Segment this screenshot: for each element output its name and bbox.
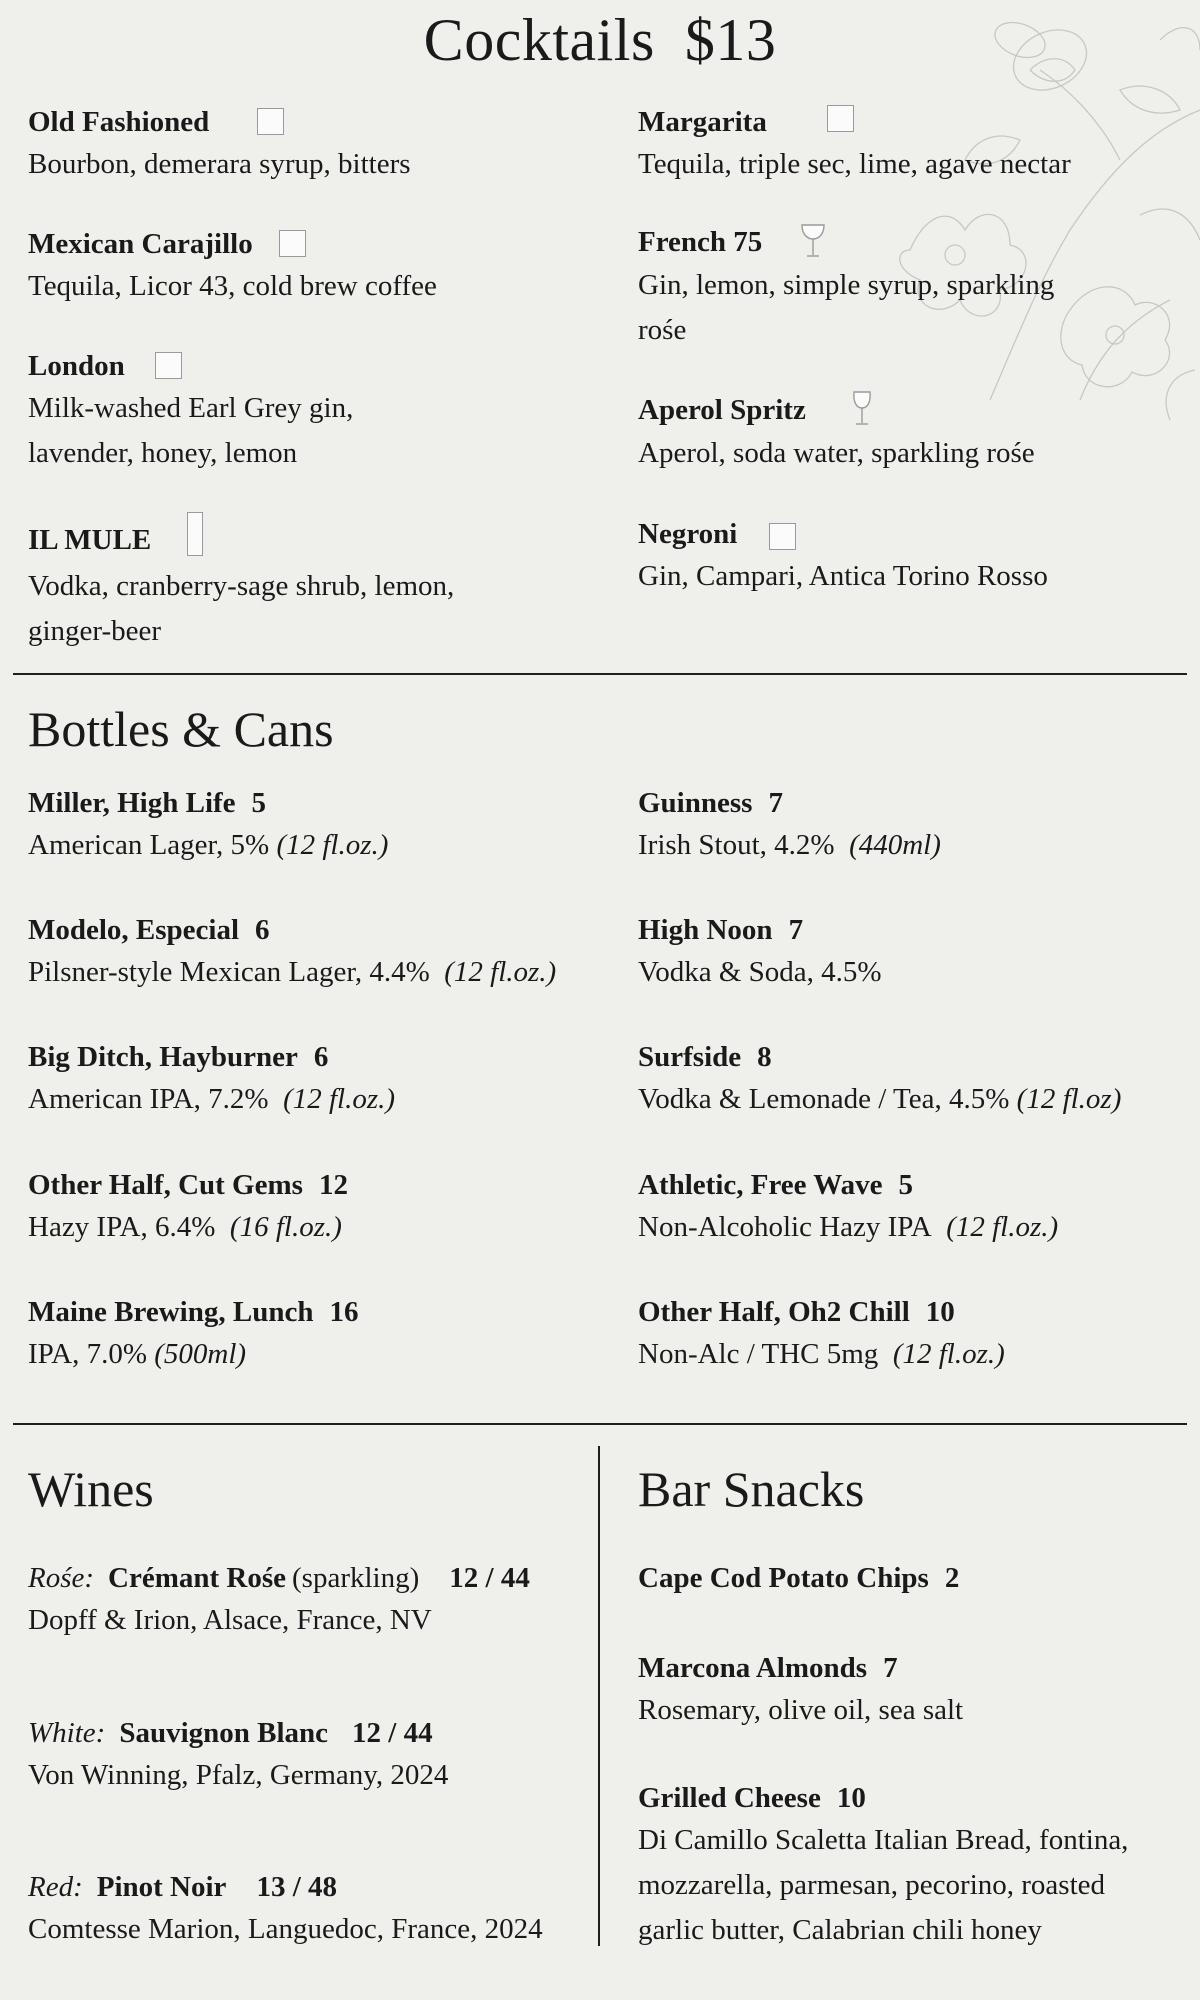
wine-description: Dopff & Irion, Alsace, France, NV (28, 1604, 432, 1636)
bottle-price: 7 (768, 787, 783, 819)
cocktail-description-line-2: ginger-beer (28, 615, 162, 648)
wine-price: 12 / 44 (352, 1717, 433, 1749)
wine-note: (sparkling) (292, 1562, 420, 1594)
cocktail-name: French 75 (638, 226, 763, 258)
cocktail-description: Tequila, Licor 43, cold brew coffee (28, 270, 437, 302)
snack-item (638, 1558, 1178, 1598)
bottle-price: 16 (329, 1296, 359, 1328)
column-divider (598, 1446, 600, 1946)
cocktail-item (638, 102, 1178, 187)
bottle-description: Non-Alcoholic Hazy IPA (638, 1211, 932, 1243)
bottle-size: (12 fl.oz.) (283, 1083, 396, 1115)
bottle-size: (12 fl.oz.) (276, 829, 389, 861)
wine-category: Rośe: (28, 1562, 95, 1594)
rocks-glass-icon (155, 352, 182, 379)
snack-price: 10 (836, 1782, 866, 1814)
cocktail-description-line-2: rośe (638, 314, 687, 347)
wine-price: 13 / 48 (256, 1871, 337, 1903)
bar-snacks-title: Bar Snacks (638, 1461, 865, 1517)
bottle-description: IPA, 7.0% (28, 1338, 147, 1370)
bottle-item (638, 1037, 1178, 1122)
cocktail-description-line-1: Gin, lemon, simple syrup, sparkling (638, 269, 1055, 302)
bottle-size: (12 fl.oz.) (892, 1338, 1005, 1370)
cocktail-description: Gin, Campari, Antica Torino Rosso (638, 560, 1048, 592)
bottle-name: High Noon (638, 914, 773, 946)
wine-description: Von Winning, Pfalz, Germany, 2024 (28, 1759, 449, 1791)
bottle-name: Maine Brewing, Lunch (28, 1296, 314, 1328)
cocktails-price: $13 (684, 7, 777, 73)
bottle-price: 7 (788, 914, 804, 946)
bottle-item (638, 783, 1178, 868)
cocktails-title (0, 6, 1200, 75)
cocktail-item (638, 390, 1178, 476)
bottle-name: Guinness (638, 787, 753, 819)
snack-item (638, 1648, 1178, 1733)
bottle-name: Other Half, Oh2 Chill (638, 1296, 910, 1328)
bottle-description: Non-Alc / THC 5mg (638, 1338, 879, 1370)
bottle-price: 12 (318, 1169, 348, 1201)
wine-name: Crémant Rośe (108, 1562, 287, 1594)
wine-price: 12 / 44 (449, 1562, 530, 1594)
wine-name: Pinot Noir (96, 1871, 227, 1903)
cocktail-name: Mexican Carajillo (28, 228, 253, 260)
highball-glass-icon (187, 512, 203, 556)
cocktail-item (638, 514, 1178, 599)
wine-description: Comtesse Marion, Languedoc, France, 2024 (28, 1913, 543, 1945)
wine-item (28, 1867, 588, 1952)
bottle-description: Irish Stout, 4.2% (638, 829, 835, 861)
cocktail-description-line-1: Milk-washed Earl Grey gin, (28, 392, 354, 424)
bottle-name: Miller, High Life (28, 787, 236, 819)
rocks-glass-icon (279, 230, 306, 257)
cocktail-name: Margarita (638, 106, 767, 138)
section-divider (13, 673, 1187, 675)
snack-price: 7 (883, 1652, 898, 1684)
wines-title: Wines (28, 1461, 154, 1517)
cocktail-name: Old Fashioned (28, 106, 210, 138)
wine-glass-icon (851, 389, 873, 427)
coupe-glass-icon (800, 221, 826, 259)
bottle-item (28, 1165, 608, 1250)
section-divider (13, 1423, 1187, 1425)
cocktail-description-line-2: lavender, honey, lemon (28, 437, 298, 469)
rocks-glass-icon (257, 108, 284, 135)
snack-description: Rosemary, olive oil, sea salt (638, 1694, 964, 1726)
bottle-description: American IPA, 7.2% (28, 1083, 269, 1115)
bottle-item (28, 1292, 608, 1377)
bottle-item (28, 910, 608, 995)
snack-name: Marcona Almonds (638, 1652, 868, 1684)
cocktail-name: Aperol Spritz (638, 394, 806, 426)
bottle-name: Modelo, Especial (28, 914, 240, 946)
wine-category: White: (28, 1717, 106, 1749)
bottle-price: 10 (925, 1296, 955, 1328)
cocktail-item (28, 520, 608, 654)
snack-name: Cape Cod Potato Chips (638, 1562, 929, 1594)
bottles-cans-title: Bottles & Cans (28, 701, 334, 757)
rocks-glass-icon (827, 105, 854, 132)
wine-name: Sauvignon Blanc (119, 1717, 329, 1749)
cocktail-item (28, 224, 608, 309)
bottle-price: 5 (898, 1169, 914, 1201)
bottle-description: Vodka & Soda, 4.5% (638, 956, 882, 988)
bottle-price: 6 (313, 1041, 329, 1073)
cocktail-description: Tequila, triple sec, lime, agave nectar (638, 148, 1071, 180)
cocktail-item (28, 102, 608, 187)
bottle-name: Surfside (638, 1041, 742, 1073)
wine-category: Red: (28, 1871, 83, 1903)
cocktails-title-text: Cocktails (423, 7, 655, 73)
bottle-description: Vodka & Lemonade / Tea, 4.5% (638, 1083, 1010, 1115)
bottle-size: (12 fl.oz.) (444, 956, 557, 988)
bottle-price: 6 (255, 914, 270, 946)
bottle-description: Hazy IPA, 6.4% (28, 1211, 216, 1243)
cocktail-name: London (28, 350, 125, 382)
wine-item (28, 1558, 588, 1643)
bottle-size: (500ml) (154, 1338, 247, 1370)
snack-description-line-2: mozzarella, parmesan, pecorino, roasted (638, 1869, 1106, 1901)
cocktail-item (638, 222, 1178, 353)
bottle-item (638, 1165, 1178, 1250)
snack-item (638, 1778, 1178, 1953)
wine-item (28, 1713, 588, 1798)
bottle-size: (16 fl.oz.) (229, 1211, 342, 1243)
cocktail-description-line-1: Vodka, cranberry-sage shrub, lemon, (28, 570, 455, 603)
snack-description-line-3: garlic butter, Calabrian chili honey (638, 1914, 1042, 1946)
bottle-size: (12 fl.oz) (1016, 1083, 1122, 1115)
bottle-name: Big Ditch, Hayburner (28, 1041, 298, 1073)
bottle-item (28, 1037, 608, 1122)
cocktail-description: Bourbon, demerara syrup, bitters (28, 148, 411, 180)
bottle-name: Other Half, Cut Gems (28, 1169, 303, 1201)
bottle-price: 8 (757, 1041, 772, 1073)
bottle-price: 5 (251, 787, 267, 819)
bottle-description: Pilsner-style Mexican Lager, 4.4% (28, 956, 430, 988)
cocktail-name: IL MULE (28, 524, 152, 556)
cocktail-item (28, 346, 608, 476)
bottle-size: (12 fl.oz.) (946, 1211, 1059, 1243)
rocks-glass-icon (769, 523, 796, 550)
bottle-size: (440ml) (849, 829, 941, 861)
snack-price: 2 (944, 1562, 960, 1594)
bottle-item (638, 910, 1178, 995)
bottle-description: American Lager, 5% (28, 829, 270, 861)
bottle-item (28, 783, 608, 868)
bottle-name: Athletic, Free Wave (638, 1169, 883, 1201)
snack-description-line-1: Di Camillo Scaletta Italian Bread, fontina, (638, 1824, 1129, 1856)
snack-name: Grilled Cheese (638, 1782, 821, 1814)
bottle-item (638, 1292, 1178, 1377)
cocktail-description: Aperol, soda water, sparkling rośe (638, 437, 1035, 470)
cocktail-name: Negroni (638, 518, 738, 550)
